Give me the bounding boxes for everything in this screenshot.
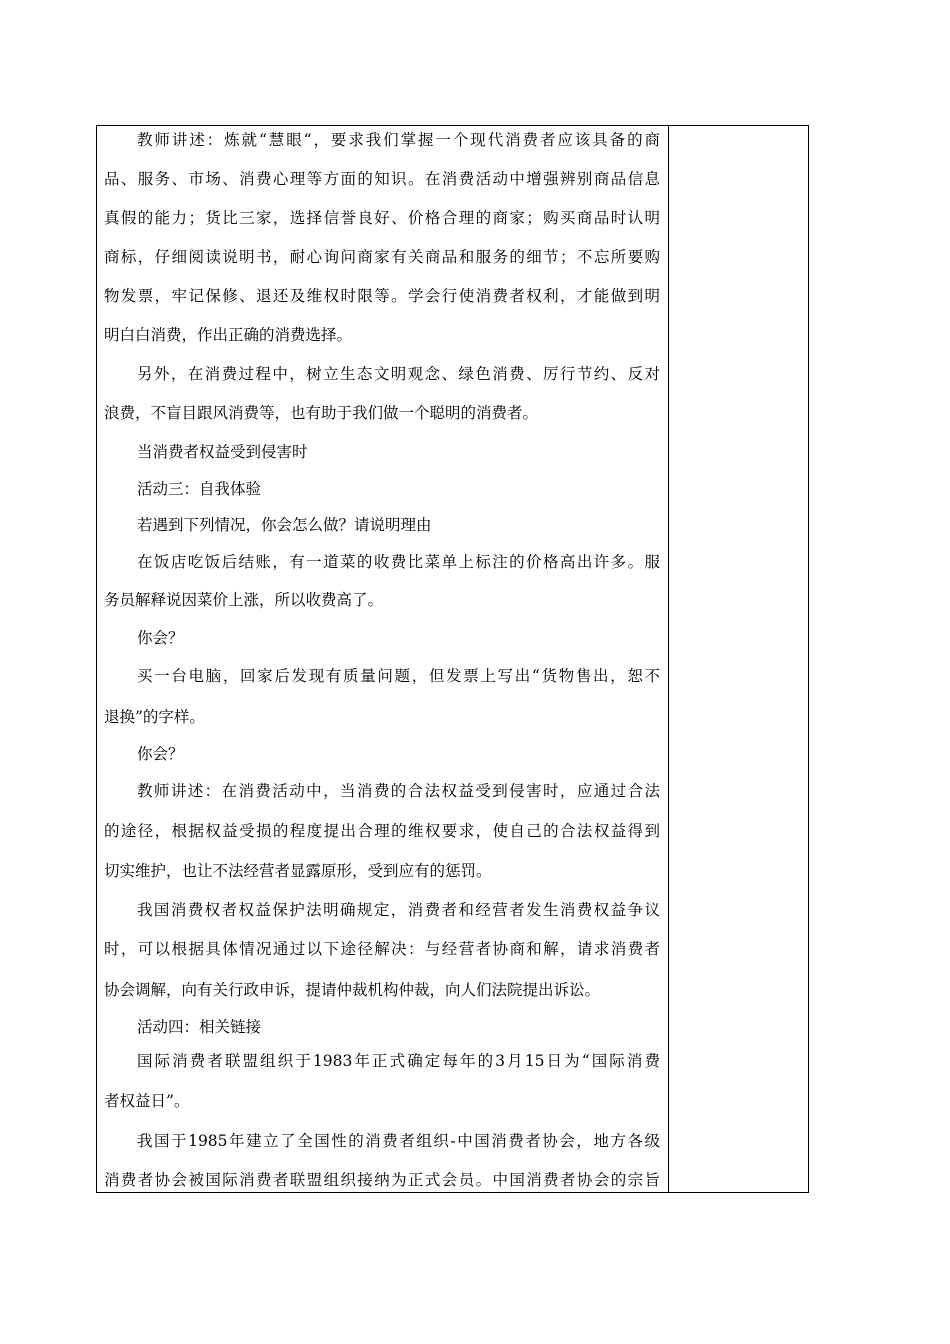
text-line: 时，可以根据具体情况通过以下途径解决：与经营者协商和解，请求消费者 — [104, 940, 660, 958]
section-heading: 当消费者权益受到侵害时 — [137, 443, 308, 461]
question-line: 你会？ — [137, 745, 184, 763]
column-divider — [668, 125, 669, 1193]
text-line: 若遇到下列情况，你会怎么做？请说明理由 — [137, 516, 432, 534]
text-line: 明白白消费，作出正确的消费选择。 — [104, 326, 353, 344]
text-line: 切实维护，也让不法经营者显露原形，受到应有的惩罚。 — [104, 862, 492, 880]
text-line: 买一台电脑，回家后发现有质量问题，但发票上写出“货物售出，恕不 — [137, 667, 660, 685]
text-line: 浪费，不盲目跟风消费等，也有助于我们做一个聪明的消费者。 — [104, 404, 539, 422]
text-line: 真假的能力；货比三家，选择信誉良好、价格合理的商家；购买商品时认明 — [104, 209, 660, 227]
text-line: 国际消费者联盟组织于1983年正式确定每年的3月15日为“国际消费 — [137, 1052, 660, 1070]
activity-heading: 活动四：相关链接 — [137, 1018, 262, 1036]
text-line: 协会调解，向有关行政申诉，提请仲裁机构仲裁，向人们法院提出诉讼。 — [104, 981, 601, 999]
text-line: 另外，在消费过程中，树立生态文明观念、绿色消费、厉行节约、反对 — [137, 365, 660, 383]
text-line: 我国消费权者权益保护法明确规定，消费者和经营者发生消费权益争议 — [137, 901, 660, 919]
text-line: 的途径，根据权益受损的程度提出合理的维权要求，使自己的合法权益得到 — [104, 822, 660, 840]
text-line: 消费者协会被国际消费者联盟组织接纳为正式会员。中国消费者协会的宗旨 — [104, 1171, 660, 1189]
text-line: 教师讲述：在消费活动中，当消费的合法权益受到侵害时，应通过合法 — [137, 782, 660, 800]
text-line: 物发票，牢记保修、退还及维权时限等。学会行使消费者权利，才能做到明 — [104, 287, 660, 305]
text-line: 务员解释说因菜价上涨，所以收费高了。 — [104, 591, 384, 609]
text-line: 教师讲述：炼就“慧眼“，要求我们掌握一个现代消费者应该具备的商 — [137, 131, 660, 149]
activity-heading: 活动三：自我体验 — [137, 480, 262, 498]
text-line: 退换”的字样。 — [104, 708, 205, 726]
text-line: 者权益日”。 — [104, 1092, 190, 1110]
text-line: 在饭店吃饭后结账，有一道菜的收费比菜单上标注的价格高出许多。服 — [137, 553, 660, 571]
question-line: 你会？ — [137, 629, 184, 647]
text-line: 商标，仔细阅读说明书，耐心询问商家有关商品和服务的细节；不忘所要购 — [104, 248, 660, 266]
text-line: 我国于1985年建立了全国性的消费者组织-中国消费者协会，地方各级 — [137, 1132, 660, 1150]
text-line: 品、服务、市场、消费心理等方面的知识。在消费活动中增强辨别商品信息 — [104, 170, 660, 188]
